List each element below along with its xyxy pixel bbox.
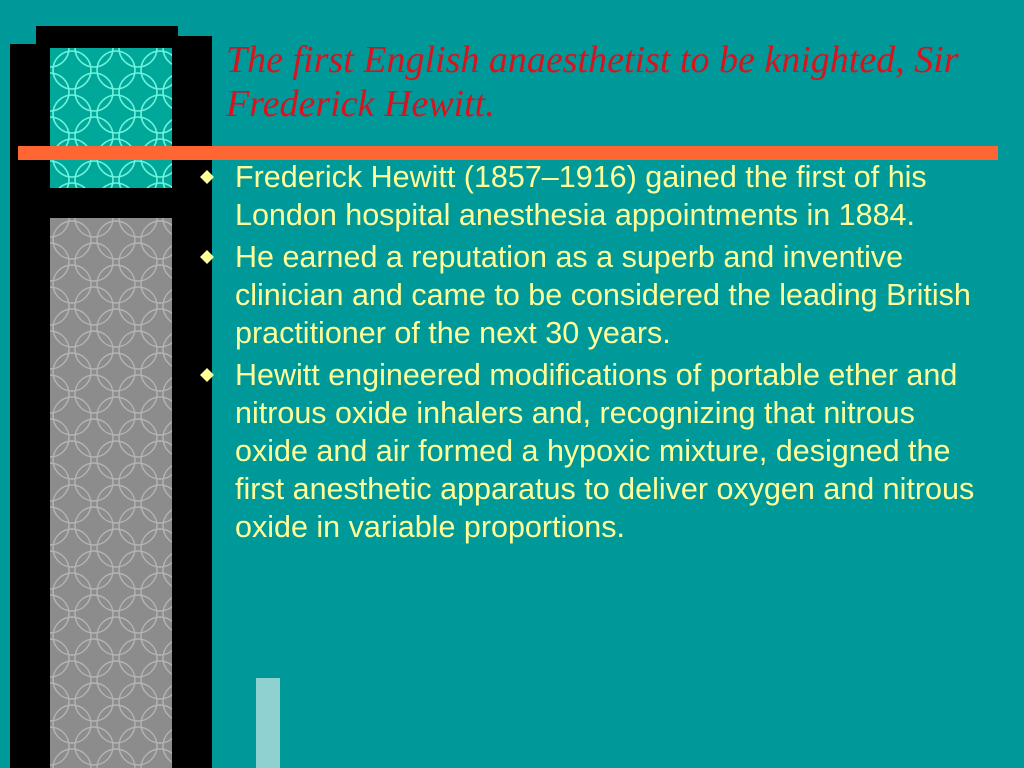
bullet-item [200,158,990,234]
bullet-item [200,356,990,546]
bullet-text: He earned a reputation as a superb and inventive clinician and came to be considered the leading British practitioner of the next 30 years. [235,240,971,350]
teal-circle-pattern-tile [50,48,172,188]
bullet-text: Hewitt engineered modifications of portable ether and nitrous oxide inhalers and, recognizing that nitrous oxide and air formed a hypoxic mixture, designed the first anesthetic apparatus to deliver oxygen and nitrous oxide in variable proportions. [235,358,975,544]
diamond-bullet-icon [200,250,214,264]
gray-circle-pattern [50,218,172,768]
bullet-list [200,158,990,550]
gray-circle-pattern-tile [50,218,172,768]
teal-circle-pattern [50,48,172,188]
light-teal-strip [256,678,280,768]
bullet-item [200,238,990,352]
bullet-text: Frederick Hewitt (1857–1916) gained the first of his London hospital anesthesia appointments in 1884. [235,160,927,232]
diamond-bullet-icon [200,170,214,184]
slide-title: The first English anaesthetist to be knighted, Sir Frederick Hewitt. [226,39,959,125]
diamond-bullet-icon [200,368,214,382]
